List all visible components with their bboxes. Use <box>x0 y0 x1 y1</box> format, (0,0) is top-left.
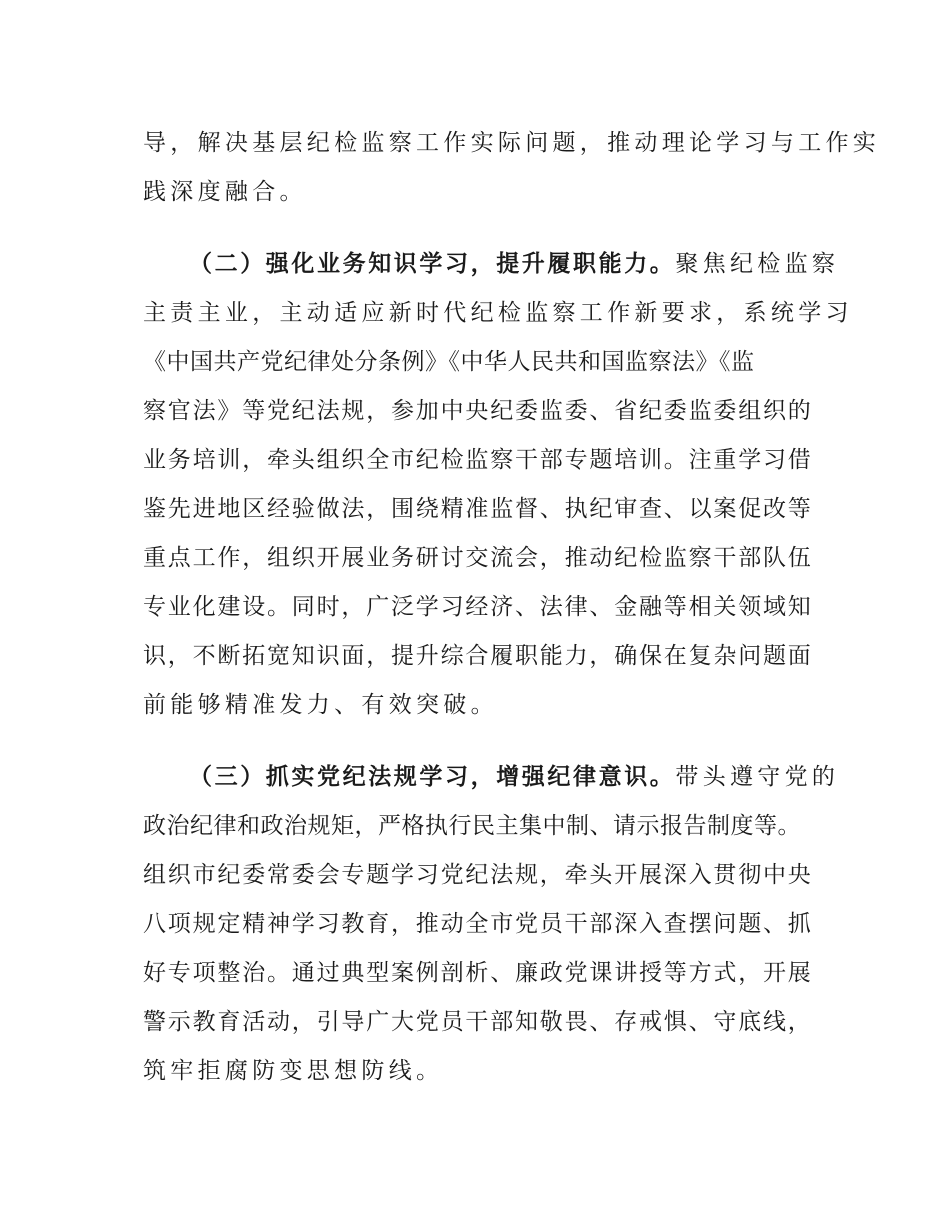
text-line: 警示教育活动，引导广大党员干部知敬畏、存戒惧、守底线， <box>143 1009 813 1035</box>
text-line: 八项规定精神学习教育，推动全市党员干部深入查摆问题、抓 <box>143 911 813 937</box>
text-line: 专业化建设。同时，广泛学习经济、法律、金融等相关领域知 <box>143 594 813 620</box>
paragraph-first-line <box>143 240 840 289</box>
document-body <box>143 119 881 1096</box>
text-line: 鉴先进地区经验做法，围绕精准监督、执纪审查、以案促改等 <box>143 496 813 522</box>
text-line: 筑牢拒腐防变思想防线。 <box>143 1058 444 1084</box>
text-line: 识，不断拓宽知识面，提升综合履职能力，确保在复杂问题面 <box>143 643 813 669</box>
text-line: 主责主业，主动适应新时代纪检监察工作新要求，系统学习 <box>143 300 853 326</box>
paragraph-continuation <box>143 119 881 217</box>
paragraph-first-line <box>143 753 840 802</box>
section-heading: （三）抓实党纪法规学习，增强纪律意识。 <box>189 764 676 790</box>
paragraph-gap <box>143 730 823 753</box>
paragraph-section-3 <box>143 753 840 1096</box>
text-line: 好专项整治。通过典型案例剖析、廉政党课讲授等方式，开展 <box>143 960 813 986</box>
text-line: 前能够精准发力、有效突破。 <box>143 692 498 718</box>
text-line: 践深度融合。 <box>143 179 307 205</box>
text-line: 重点工作，组织开展业务研讨交流会，推动纪检监察干部队伍 <box>143 545 813 571</box>
heading-trailing-text: 带头遵守党的 <box>675 764 840 790</box>
text-line: 组织市纪委常委会专题学习党纪法规，牵头开展深入贯彻中央 <box>143 862 813 888</box>
text-line: 察官法》等党纪法规，参加中央纪委监委、省纪委监委组织的 <box>143 398 813 424</box>
text-line: 导，解决基层纪检监察工作实际问题，推动理论学习与工作实 <box>143 130 881 156</box>
paragraph-gap <box>143 217 823 240</box>
text-line: 业务培训，牵头组织全市纪检监察干部专题培训。注重学习借 <box>143 447 813 473</box>
heading-trailing-text: 聚焦纪检监察 <box>675 251 840 277</box>
text-line: 政治纪律和政治规矩，严格执行民主集中制、请示报告制度等。 <box>143 813 801 839</box>
paragraph-section-2 <box>143 240 853 730</box>
text-line: 《中国共产党纪律处分条例》《中华人民共和国监察法》《监 <box>143 349 755 375</box>
section-heading: （二）强化业务知识学习，提升履职能力。 <box>189 251 676 277</box>
